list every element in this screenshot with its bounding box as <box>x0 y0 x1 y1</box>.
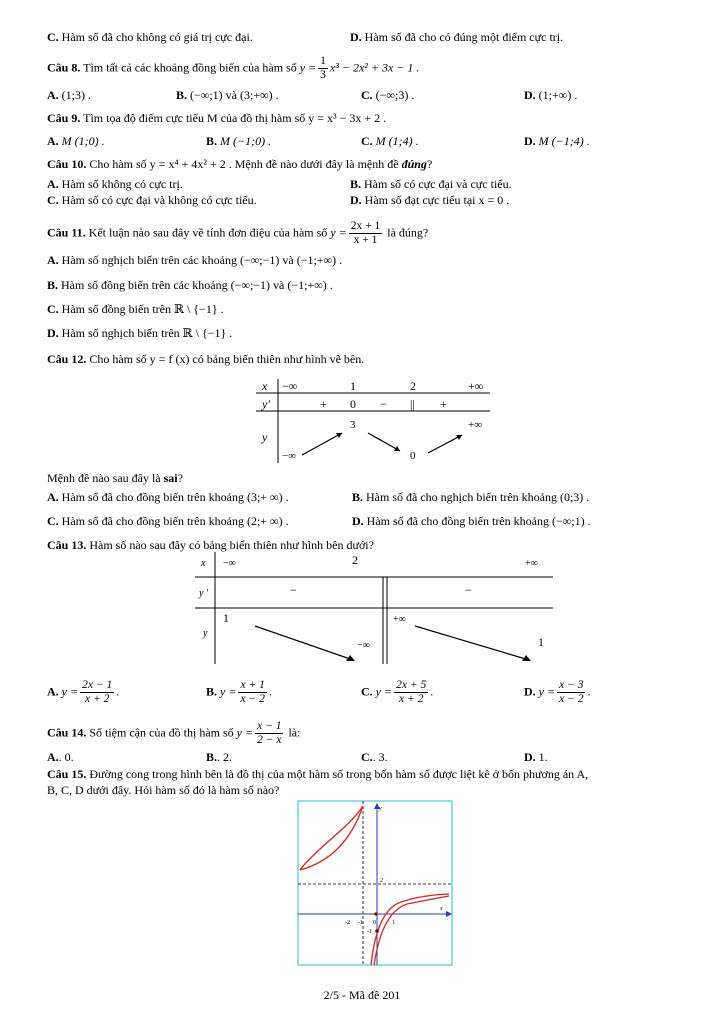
q11-option-d: D. Hàm số nghịch biến trên ℝ \ {−1} . <box>47 326 233 340</box>
q11-option-a: A. Hàm số nghịch biến trên các khoảng (−∞;−1) và (−1;+∞) . <box>47 253 343 267</box>
tick-label: -2 <box>345 920 350 926</box>
q8-option-b: B. (−∞;1) và (3;+∞) . <box>176 88 279 102</box>
tick-label: 2 <box>380 878 383 884</box>
q15-stem-line2: B, C, D dưới đây. Hỏi hàm số đó là hàm số nào? <box>47 783 280 797</box>
q10-stem: Câu 10. Cho hàm số y = x⁴ + 4x² + 2 . Mệnh đề nào dưới đây là mệnh đề đúng? <box>47 157 433 171</box>
q13-sign: − <box>290 583 297 597</box>
q9-option-a: A. M (1;0) . <box>47 134 105 148</box>
q13-arrow-down <box>255 626 353 660</box>
q12-arrow-up <box>428 435 462 453</box>
page-footer: 2/5 - Mã đề 201 <box>323 988 401 1002</box>
y-axis-label: y <box>379 806 382 812</box>
q13-y-left-bot: −∞ <box>357 640 370 651</box>
q13-row-yprime: y ' <box>199 588 209 599</box>
curve-left-branch <box>300 806 363 870</box>
q15-stem-line1: Câu 15. Đường cong trong hình bên là đồ thị của một hàm số trong bốn hàm số được liệt kê ở bốn phương án A, <box>47 767 589 781</box>
q12-y-max: 3 <box>350 419 356 431</box>
q12-option-b: B. Hàm số đã cho nghịch biến trên khoảng (0;3) . <box>352 490 590 504</box>
q12-variation-table <box>250 375 495 467</box>
q13-option-b: B. y = $\frac{x + 1}{x - 2}$ . <box>206 679 272 705</box>
q12-x-val: 2 <box>410 379 416 393</box>
q10-option-a: A. Hàm số không có cực trị. <box>47 177 183 191</box>
q14-option-d: D. 1. <box>524 750 548 764</box>
q13-y-left-top: 1 <box>223 611 229 625</box>
q9-option-d: D. M (−1;4) . <box>524 134 590 148</box>
q13-row-x: x <box>201 558 206 569</box>
q14-stem: Câu 14. Số tiệm cận của đồ thị hàm số y = $\frac{x - 1}{2 - x}$ là: <box>47 720 301 746</box>
q12-sign: || <box>410 397 415 411</box>
q13-x-val: +∞ <box>525 558 538 569</box>
q12-y-min: 0 <box>410 450 416 462</box>
q12-row-y: y <box>262 430 268 444</box>
q11-option-b: B. Hàm số đồng biến trên các khoảng (−∞;−1) và (−1;+∞) . <box>47 278 333 292</box>
q10-option-c: C. Hàm số có cực đại và không có cực tiểu. <box>47 193 257 207</box>
q9-stem: Câu 9. Tìm tọa độ điểm cực tiểu M của đồ thị hàm số y = x³ − 3x + 2 . <box>47 111 387 125</box>
q13-stem: Câu 13. Hàm số nào sau đây có bảng biến thiên như hình bên dưới? <box>47 538 374 552</box>
q9-option-c: C. M (1;4) . <box>361 134 419 148</box>
q8-option-a: A. (1;3) . <box>47 88 91 102</box>
q8-option-d: D. (1;+∞) . <box>524 88 578 102</box>
q9-option-b: B. M (−1;0) . <box>206 134 272 148</box>
q12-sign: + <box>440 397 447 411</box>
q12-option-a: A. Hàm số đã cho đồng biến trên khoảng (3;+ ∞) . <box>47 490 289 504</box>
q7-option-d: D. Hàm số đã cho có đúng một điểm cực trị. <box>350 30 564 44</box>
q11-option-c: C. Hàm số đồng biến trên ℝ \ {−1} . <box>47 302 224 316</box>
q14-option-c: C.. 3. <box>361 750 388 764</box>
q13-option-a: A. y = $\frac{2x - 1}{x + 2}$ . <box>47 679 120 705</box>
q12-option-d: D. Hàm số đã cho đồng biến trên khoảng (−∞;1) . <box>352 514 591 528</box>
q13-row-y: y <box>203 628 208 639</box>
q13-option-c: C. y = $\frac{2x + 5}{x + 2}$ . <box>361 679 434 705</box>
q12-y-bot-left: −∞ <box>282 450 297 462</box>
tick-label: 0 <box>373 920 376 926</box>
y-intercept-point <box>375 929 379 933</box>
q11-stem: Câu 11. Kết luận nào sau đây về tính đơn điệu của hàm số y = $\frac{2x + 1}{x + 1}$ là đúng? <box>47 220 429 246</box>
q12-arrow-up <box>302 433 342 455</box>
q13-y-right-top: +∞ <box>393 614 406 625</box>
q12-sign: − <box>380 397 387 411</box>
q12-y-top-right: +∞ <box>468 419 483 431</box>
q13-arrow-down <box>415 626 529 660</box>
q12-arrow-down <box>368 433 400 451</box>
q13-x-val: 2 <box>352 553 358 567</box>
q12-question: Mệnh đề nào sau đây là sai? <box>47 471 183 485</box>
q10-option-d: D. Hàm số đạt cực tiểu tại x = 0 . <box>350 193 510 207</box>
x-intercept-point <box>374 912 377 915</box>
tick-label: 1 <box>392 920 395 926</box>
tick-label: -1 <box>367 929 372 935</box>
q12-x-val: 1 <box>350 379 356 393</box>
q12-row-x: x <box>262 379 268 393</box>
q13-y-right-bot: 1 <box>538 635 544 649</box>
q13-option-d: D. y = $\frac{x - 3}{x - 2}$ . <box>524 679 591 705</box>
q12-option-c: C. Hàm số đã cho đồng biến trên khoảng (2;+ ∞) . <box>47 514 289 528</box>
q12-x-val: +∞ <box>468 379 484 393</box>
q12-row-yprime: y' <box>262 397 270 411</box>
q7-option-c: C. Hàm số đã cho không có giá trị cực đại. <box>47 30 253 44</box>
q10-option-b: B. Hàm số có cực đại và cực tiểu. <box>350 177 512 191</box>
q8-option-c: C. (−∞;3) . <box>361 88 415 102</box>
q12-sign: 0 <box>350 397 356 411</box>
q12-sign: + <box>320 397 327 411</box>
q13-variation-table <box>195 550 557 666</box>
q12-x-val: −∞ <box>282 379 298 393</box>
q8-stem: Câu 8. Tìm tất cả các khoảng đồng biến của hàm số y = $\frac{1}{3}$ x³ − 2x² + 3x − 1 . <box>47 55 420 81</box>
q12-stem: Câu 12. Cho hàm số y = f (x) có bảng biến thiên như hình vẽ bên. <box>47 352 365 366</box>
q14-option-a: A.. 0. <box>47 750 74 764</box>
tick-label: -1 <box>358 920 363 926</box>
q13-x-val: −∞ <box>223 558 236 569</box>
q14-option-b: B.. 2. <box>206 750 233 764</box>
q13-sign: − <box>465 583 472 597</box>
q15-function-graph <box>297 800 455 968</box>
x-axis-label: x <box>440 906 443 912</box>
